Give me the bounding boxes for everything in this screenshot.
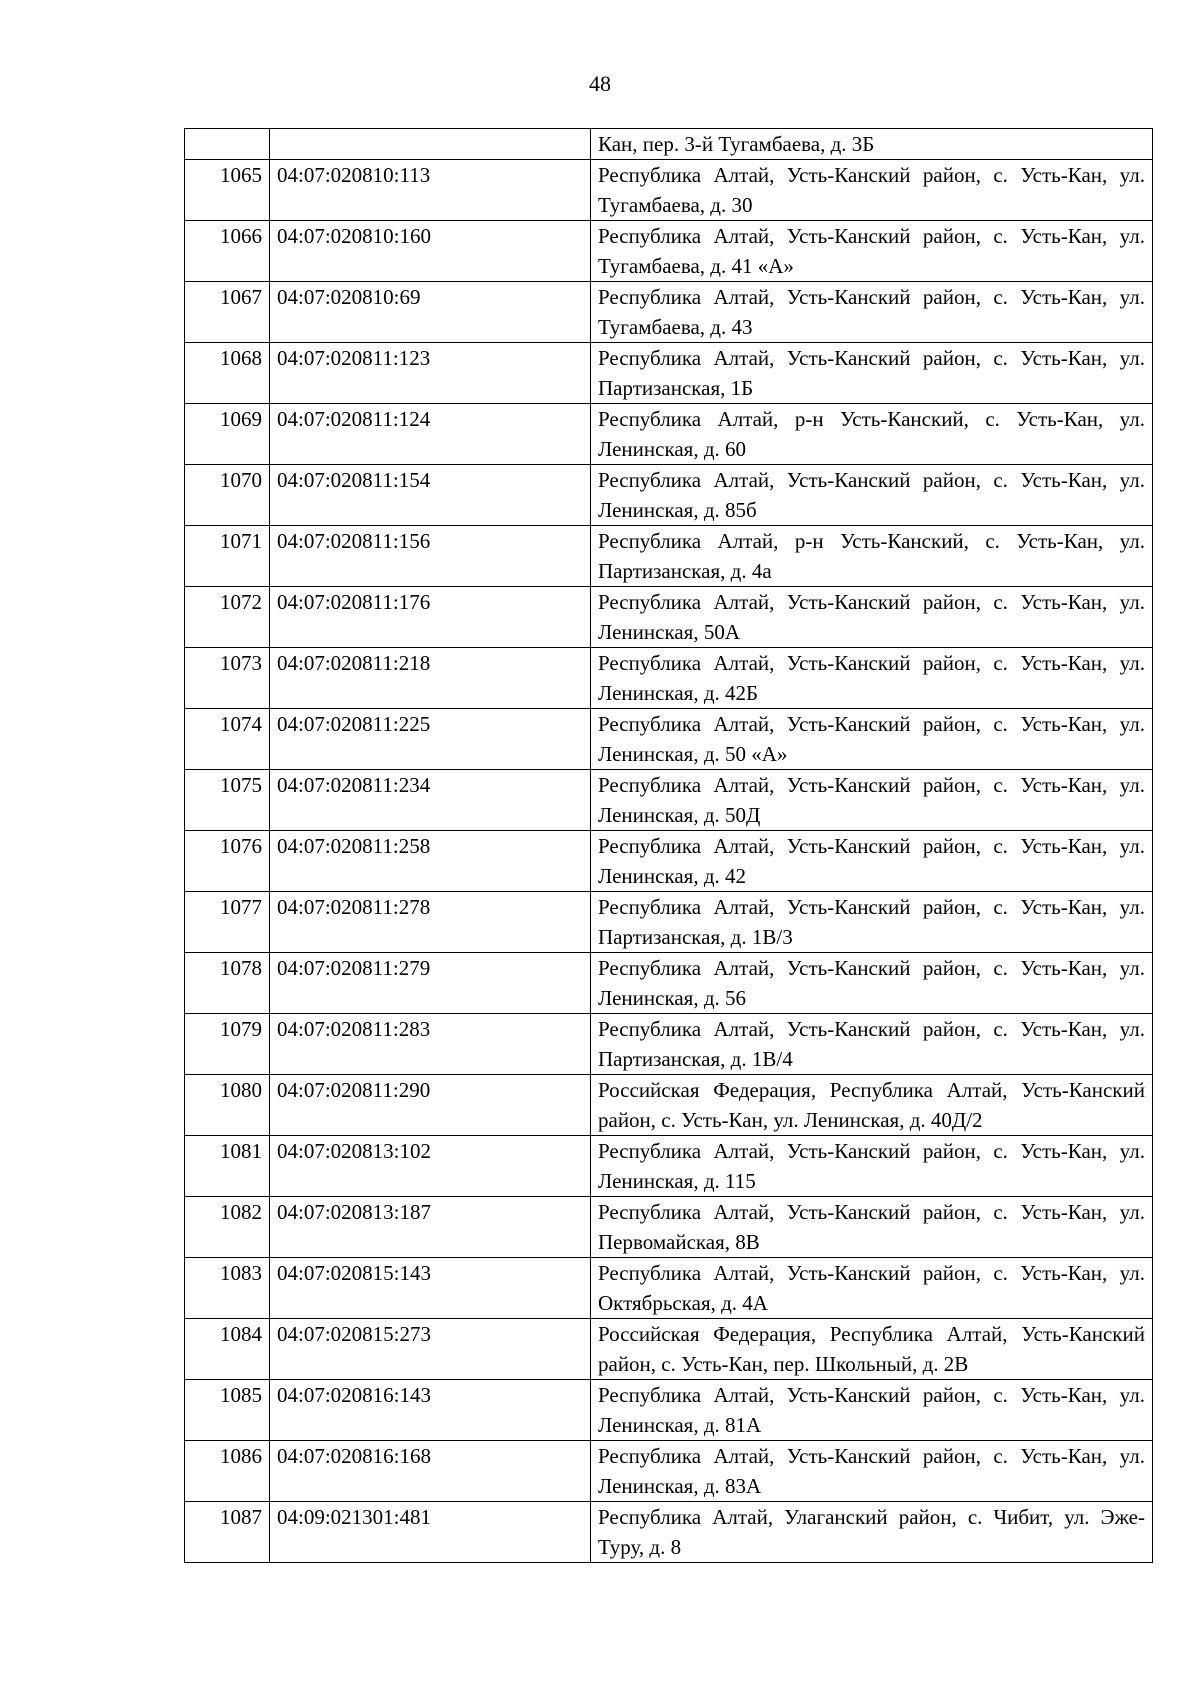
cadastral-number-cell: 04:07:020811:278 — [270, 892, 591, 953]
address-cell: Республика Алтай, Усть-Канский район, с. Усть-Кан, ул. Ленинская, д. 85б — [591, 465, 1153, 526]
row-number-cell: 1073 — [185, 648, 270, 709]
cadastral-number-cell: 04:07:020815:143 — [270, 1258, 591, 1319]
row-number-cell: 1066 — [185, 221, 270, 282]
cadastral-number-cell: 04:07:020811:176 — [270, 587, 591, 648]
cadastral-number-cell: 04:07:020811:123 — [270, 343, 591, 404]
row-number-cell: 1085 — [185, 1380, 270, 1441]
address-cell: Республика Алтай, Усть-Канский район, с. Усть-Кан, ул. Партизанская, 1Б — [591, 343, 1153, 404]
table-row — [185, 1136, 1153, 1197]
table-row — [185, 221, 1153, 282]
cadastral-number-cell: 04:07:020815:273 — [270, 1319, 591, 1380]
row-number-cell: 1079 — [185, 1014, 270, 1075]
cadastral-number-cell: 04:07:020816:143 — [270, 1380, 591, 1441]
row-number-cell: 1071 — [185, 526, 270, 587]
table-row — [185, 831, 1153, 892]
row-number-cell: 1068 — [185, 343, 270, 404]
cadastral-number-cell: 04:07:020811:283 — [270, 1014, 591, 1075]
address-cell: Республика Алтай, Усть-Канский район, с. Усть-Кан, ул. Ленинская, д. 115 — [591, 1136, 1153, 1197]
address-cell: Российская Федерация, Республика Алтай, Усть-Канский район, с. Усть-Кан, ул. Ленинская, д. 40Д/2 — [591, 1075, 1153, 1136]
address-cell: Республика Алтай, Усть-Канский район, с. Усть-Кан, ул. Партизанская, д. 1В/4 — [591, 1014, 1153, 1075]
table-row — [185, 160, 1153, 221]
row-number-cell: 1078 — [185, 953, 270, 1014]
table-row — [185, 892, 1153, 953]
cadastral-number-cell: 04:07:020810:69 — [270, 282, 591, 343]
row-number-cell: 1074 — [185, 709, 270, 770]
table-row — [185, 1319, 1153, 1380]
cadastral-number-cell: 04:07:020816:168 — [270, 1441, 591, 1502]
address-cell: Республика Алтай, Усть-Канский район, с. Усть-Кан, ул. Тугамбаева, д. 30 — [591, 160, 1153, 221]
table-row — [185, 1014, 1153, 1075]
row-number-cell: 1080 — [185, 1075, 270, 1136]
address-cell: Республика Алтай, Усть-Канский район, с. Усть-Кан, ул. Ленинская, д. 50Д — [591, 770, 1153, 831]
row-number-cell: 1067 — [185, 282, 270, 343]
address-cell: Республика Алтай, Усть-Канский район, с. Усть-Кан, ул. Ленинская, д. 81А — [591, 1380, 1153, 1441]
cadastral-number-cell: 04:07:020811:258 — [270, 831, 591, 892]
address-cell: Республика Алтай, р-н Усть-Канский, с. Усть-Кан, ул. Партизанская, д. 4а — [591, 526, 1153, 587]
table-row — [185, 129, 1153, 160]
row-number-cell: 1069 — [185, 404, 270, 465]
table-row — [185, 587, 1153, 648]
cadastral-number-cell: 04:09:021301:481 — [270, 1502, 591, 1563]
row-number-cell: 1083 — [185, 1258, 270, 1319]
address-cell: Республика Алтай, р-н Усть-Канский, с. Усть-Кан, ул. Ленинская, д. 60 — [591, 404, 1153, 465]
row-number-cell: 1084 — [185, 1319, 270, 1380]
cadastral-number-cell: 04:07:020811:154 — [270, 465, 591, 526]
table-row — [185, 1380, 1153, 1441]
row-number-cell: 1072 — [185, 587, 270, 648]
address-cell: Республика Алтай, Усть-Канский район, с. Усть-Кан, ул. Первомайская, 8В — [591, 1197, 1153, 1258]
table-row — [185, 1258, 1153, 1319]
cadastral-number-cell — [270, 129, 591, 160]
row-number-cell: 1077 — [185, 892, 270, 953]
row-number-cell: 1070 — [185, 465, 270, 526]
address-cell: Республика Алтай, Усть-Канский район, с. Усть-Кан, ул. Ленинская, д. 42 — [591, 831, 1153, 892]
address-cell: Республика Алтай, Усть-Канский район, с. Усть-Кан, ул. Ленинская, д. 83А — [591, 1441, 1153, 1502]
row-number-cell: 1076 — [185, 831, 270, 892]
row-number-cell — [185, 129, 270, 160]
table-row — [185, 648, 1153, 709]
table-row — [185, 404, 1153, 465]
table-row — [185, 1502, 1153, 1563]
cadastral-number-cell: 04:07:020810:160 — [270, 221, 591, 282]
table-row — [185, 465, 1153, 526]
land-plots-table — [184, 128, 1153, 1563]
table-row — [185, 1441, 1153, 1502]
row-number-cell: 1087 — [185, 1502, 270, 1563]
address-cell: Российская Федерация, Республика Алтай, Усть-Канский район, с. Усть-Кан, пер. Школьный, д. 2В — [591, 1319, 1153, 1380]
cadastral-number-cell: 04:07:020811:225 — [270, 709, 591, 770]
row-number-cell: 1075 — [185, 770, 270, 831]
row-number-cell: 1082 — [185, 1197, 270, 1258]
cadastral-number-cell: 04:07:020811:279 — [270, 953, 591, 1014]
table-row — [185, 1075, 1153, 1136]
address-cell: Республика Алтай, Усть-Канский район, с. Усть-Кан, ул. Ленинская, д. 56 — [591, 953, 1153, 1014]
table-row — [185, 1197, 1153, 1258]
table-body — [185, 129, 1153, 1563]
table-row — [185, 282, 1153, 343]
address-cell: Республика Алтай, Усть-Канский район, с. Усть-Кан, ул. Октябрьская, д. 4А — [591, 1258, 1153, 1319]
cadastral-number-cell: 04:07:020811:234 — [270, 770, 591, 831]
address-cell: Республика Алтай, Усть-Канский район, с. Усть-Кан, ул. Ленинская, 50А — [591, 587, 1153, 648]
cadastral-number-cell: 04:07:020813:187 — [270, 1197, 591, 1258]
table-row — [185, 526, 1153, 587]
row-number-cell: 1065 — [185, 160, 270, 221]
cadastral-number-cell: 04:07:020811:156 — [270, 526, 591, 587]
address-cell: Республика Алтай, Улаганский район, с. Чибит, ул. Эже-Туру, д. 8 — [591, 1502, 1153, 1563]
address-cell: Республика Алтай, Усть-Канский район, с. Усть-Кан, ул. Тугамбаева, д. 43 — [591, 282, 1153, 343]
row-number-cell: 1086 — [185, 1441, 270, 1502]
row-number-cell: 1081 — [185, 1136, 270, 1197]
address-cell: Республика Алтай, Усть-Канский район, с. Усть-Кан, ул. Ленинская, д. 42Б — [591, 648, 1153, 709]
table-row — [185, 709, 1153, 770]
page-number: 48 — [589, 71, 611, 96]
table-row — [185, 343, 1153, 404]
cadastral-number-cell: 04:07:020811:124 — [270, 404, 591, 465]
address-cell: Республика Алтай, Усть-Канский район, с. Усть-Кан, ул. Тугамбаева, д. 41 «А» — [591, 221, 1153, 282]
address-cell: Кан, пер. 3-й Тугамбаева, д. 3Б — [591, 129, 1153, 160]
table-row — [185, 770, 1153, 831]
cadastral-number-cell: 04:07:020811:290 — [270, 1075, 591, 1136]
cadastral-number-cell: 04:07:020810:113 — [270, 160, 591, 221]
address-cell: Республика Алтай, Усть-Канский район, с. Усть-Кан, ул. Ленинская, д. 50 «А» — [591, 709, 1153, 770]
cadastral-number-cell: 04:07:020813:102 — [270, 1136, 591, 1197]
address-cell: Республика Алтай, Усть-Канский район, с. Усть-Кан, ул. Партизанская, д. 1В/3 — [591, 892, 1153, 953]
table-row — [185, 953, 1153, 1014]
cadastral-number-cell: 04:07:020811:218 — [270, 648, 591, 709]
